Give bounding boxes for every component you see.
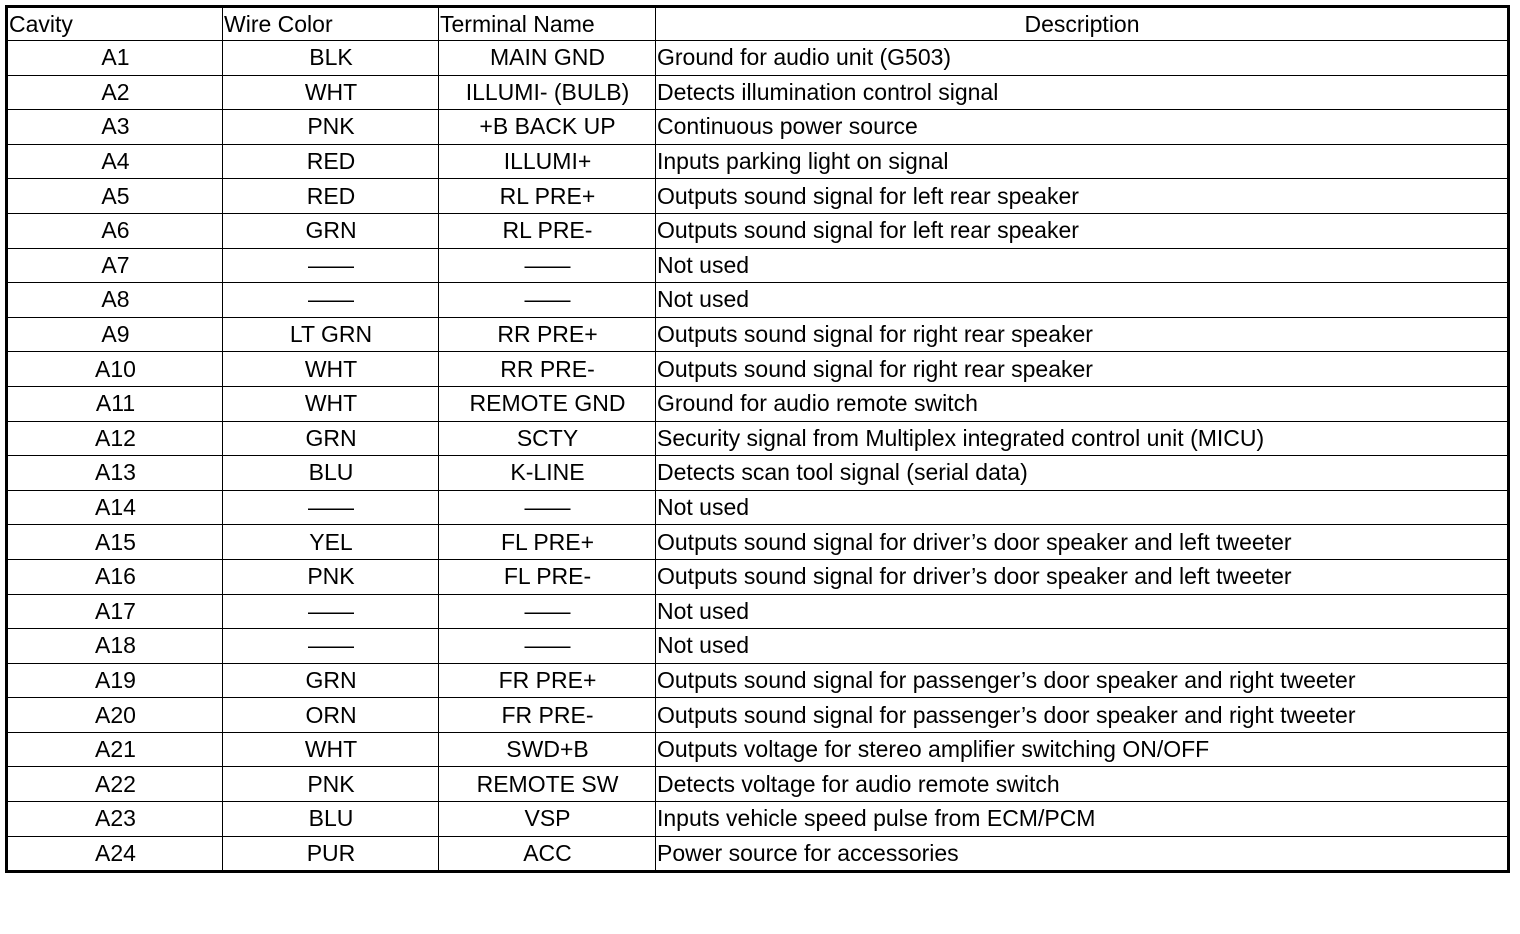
- table-row: [7, 525, 1509, 560]
- description-cell: Not used: [656, 629, 1509, 664]
- table-row: [7, 732, 1509, 767]
- table-row: [7, 421, 1509, 456]
- description-cell: Outputs sound signal for passenger’s door speaker and right tweeter: [656, 663, 1509, 698]
- connector-pinout-table: [5, 5, 1510, 873]
- wire-color-cell: ORN: [223, 698, 439, 733]
- cavity-cell: A3: [7, 110, 223, 145]
- terminal-name-cell: FR PRE+: [439, 663, 656, 698]
- terminal-name-cell: VSP: [439, 802, 656, 837]
- table-row: [7, 836, 1509, 872]
- cavity-cell: A13: [7, 456, 223, 491]
- terminal-name-cell: REMOTE GND: [439, 386, 656, 421]
- description-cell: Outputs sound signal for driver’s door speaker and left tweeter: [656, 525, 1509, 560]
- cavity-cell: A9: [7, 317, 223, 352]
- description-cell: Outputs sound signal for right rear speaker: [656, 352, 1509, 387]
- wire-color-cell: RED: [223, 144, 439, 179]
- cavity-cell: A22: [7, 767, 223, 802]
- wire-color-cell: BLK: [223, 41, 439, 76]
- wire-color-cell: GRN: [223, 213, 439, 248]
- header-cavity: Cavity: [7, 7, 223, 41]
- terminal-name-cell: MAIN GND: [439, 41, 656, 76]
- table-row: [7, 698, 1509, 733]
- header-terminal-name: Terminal Name: [439, 7, 656, 41]
- cavity-cell: A24: [7, 836, 223, 872]
- cavity-cell: A19: [7, 663, 223, 698]
- table-row: [7, 352, 1509, 387]
- wire-color-cell: PUR: [223, 836, 439, 872]
- cavity-cell: A12: [7, 421, 223, 456]
- description-cell: Outputs voltage for stereo amplifier switching ON/OFF: [656, 732, 1509, 767]
- terminal-name-cell: FL PRE+: [439, 525, 656, 560]
- wire-color-cell: ——: [223, 248, 439, 283]
- table-row: [7, 248, 1509, 283]
- table-header: [7, 7, 1509, 41]
- terminal-name-cell: RR PRE-: [439, 352, 656, 387]
- terminal-name-cell: ILLUMI- (BULB): [439, 75, 656, 110]
- description-cell: Detects voltage for audio remote switch: [656, 767, 1509, 802]
- table-row: [7, 179, 1509, 214]
- terminal-name-cell: ——: [439, 283, 656, 318]
- wire-color-cell: BLU: [223, 456, 439, 491]
- wire-color-cell: RED: [223, 179, 439, 214]
- table-row: [7, 767, 1509, 802]
- description-cell: Not used: [656, 490, 1509, 525]
- cavity-cell: A6: [7, 213, 223, 248]
- terminal-name-cell: RL PRE-: [439, 213, 656, 248]
- terminal-name-cell: ——: [439, 629, 656, 664]
- table-row: [7, 144, 1509, 179]
- terminal-name-cell: ——: [439, 490, 656, 525]
- wire-color-cell: PNK: [223, 767, 439, 802]
- cavity-cell: A4: [7, 144, 223, 179]
- cavity-cell: A17: [7, 594, 223, 629]
- terminal-name-cell: RL PRE+: [439, 179, 656, 214]
- table-row: [7, 594, 1509, 629]
- table-row: [7, 559, 1509, 594]
- terminal-name-cell: ——: [439, 248, 656, 283]
- table-row: [7, 386, 1509, 421]
- wire-color-cell: LT GRN: [223, 317, 439, 352]
- cavity-cell: A11: [7, 386, 223, 421]
- table-row: [7, 490, 1509, 525]
- wire-color-cell: BLU: [223, 802, 439, 837]
- description-cell: Continuous power source: [656, 110, 1509, 145]
- description-cell: Ground for audio remote switch: [656, 386, 1509, 421]
- table-row: [7, 663, 1509, 698]
- wire-color-cell: YEL: [223, 525, 439, 560]
- description-cell: Security signal from Multiplex integrated control unit (MICU): [656, 421, 1509, 456]
- terminal-name-cell: FR PRE-: [439, 698, 656, 733]
- wire-color-cell: ——: [223, 629, 439, 664]
- cavity-cell: A10: [7, 352, 223, 387]
- terminal-name-cell: ACC: [439, 836, 656, 872]
- terminal-name-cell: +B BACK UP: [439, 110, 656, 145]
- terminal-name-cell: SCTY: [439, 421, 656, 456]
- cavity-cell: A1: [7, 41, 223, 76]
- description-cell: Detects illumination control signal: [656, 75, 1509, 110]
- cavity-cell: A21: [7, 732, 223, 767]
- cavity-cell: A23: [7, 802, 223, 837]
- wire-color-cell: GRN: [223, 421, 439, 456]
- description-cell: Detects scan tool signal (serial data): [656, 456, 1509, 491]
- wire-color-cell: WHT: [223, 75, 439, 110]
- wire-color-cell: WHT: [223, 386, 439, 421]
- table-row: [7, 629, 1509, 664]
- description-cell: Not used: [656, 248, 1509, 283]
- wire-color-cell: ——: [223, 490, 439, 525]
- cavity-cell: A14: [7, 490, 223, 525]
- description-cell: Ground for audio unit (G503): [656, 41, 1509, 76]
- header-wire-color: Wire Color: [223, 7, 439, 41]
- description-cell: Outputs sound signal for passenger’s door speaker and right tweeter: [656, 698, 1509, 733]
- wire-color-cell: WHT: [223, 352, 439, 387]
- terminal-name-cell: ——: [439, 594, 656, 629]
- cavity-cell: A7: [7, 248, 223, 283]
- table-body: [7, 41, 1509, 872]
- table-row: [7, 317, 1509, 352]
- wire-color-cell: ——: [223, 283, 439, 318]
- table-row: [7, 802, 1509, 837]
- terminal-name-cell: REMOTE SW: [439, 767, 656, 802]
- cavity-cell: A5: [7, 179, 223, 214]
- table-row: [7, 456, 1509, 491]
- wire-color-cell: ——: [223, 594, 439, 629]
- description-cell: Power source for accessories: [656, 836, 1509, 872]
- table-row: [7, 75, 1509, 110]
- terminal-name-cell: SWD+B: [439, 732, 656, 767]
- cavity-cell: A16: [7, 559, 223, 594]
- description-cell: Inputs parking light on signal: [656, 144, 1509, 179]
- wire-color-cell: PNK: [223, 110, 439, 145]
- table-row: [7, 110, 1509, 145]
- terminal-name-cell: FL PRE-: [439, 559, 656, 594]
- wire-color-cell: WHT: [223, 732, 439, 767]
- cavity-cell: A2: [7, 75, 223, 110]
- terminal-name-cell: RR PRE+: [439, 317, 656, 352]
- cavity-cell: A15: [7, 525, 223, 560]
- terminal-name-cell: ILLUMI+: [439, 144, 656, 179]
- wire-color-cell: GRN: [223, 663, 439, 698]
- description-cell: Not used: [656, 594, 1509, 629]
- header-row: [7, 7, 1509, 41]
- description-cell: Outputs sound signal for driver’s door speaker and left tweeter: [656, 559, 1509, 594]
- cavity-cell: A20: [7, 698, 223, 733]
- cavity-cell: A18: [7, 629, 223, 664]
- table-row: [7, 41, 1509, 76]
- table-row: [7, 283, 1509, 318]
- description-cell: Not used: [656, 283, 1509, 318]
- description-cell: Outputs sound signal for right rear speaker: [656, 317, 1509, 352]
- table-row: [7, 213, 1509, 248]
- description-cell: Outputs sound signal for left rear speaker: [656, 179, 1509, 214]
- terminal-name-cell: K-LINE: [439, 456, 656, 491]
- header-description: Description: [656, 7, 1509, 41]
- cavity-cell: A8: [7, 283, 223, 318]
- description-cell: Inputs vehicle speed pulse from ECM/PCM: [656, 802, 1509, 837]
- description-cell: Outputs sound signal for left rear speaker: [656, 213, 1509, 248]
- wire-color-cell: PNK: [223, 559, 439, 594]
